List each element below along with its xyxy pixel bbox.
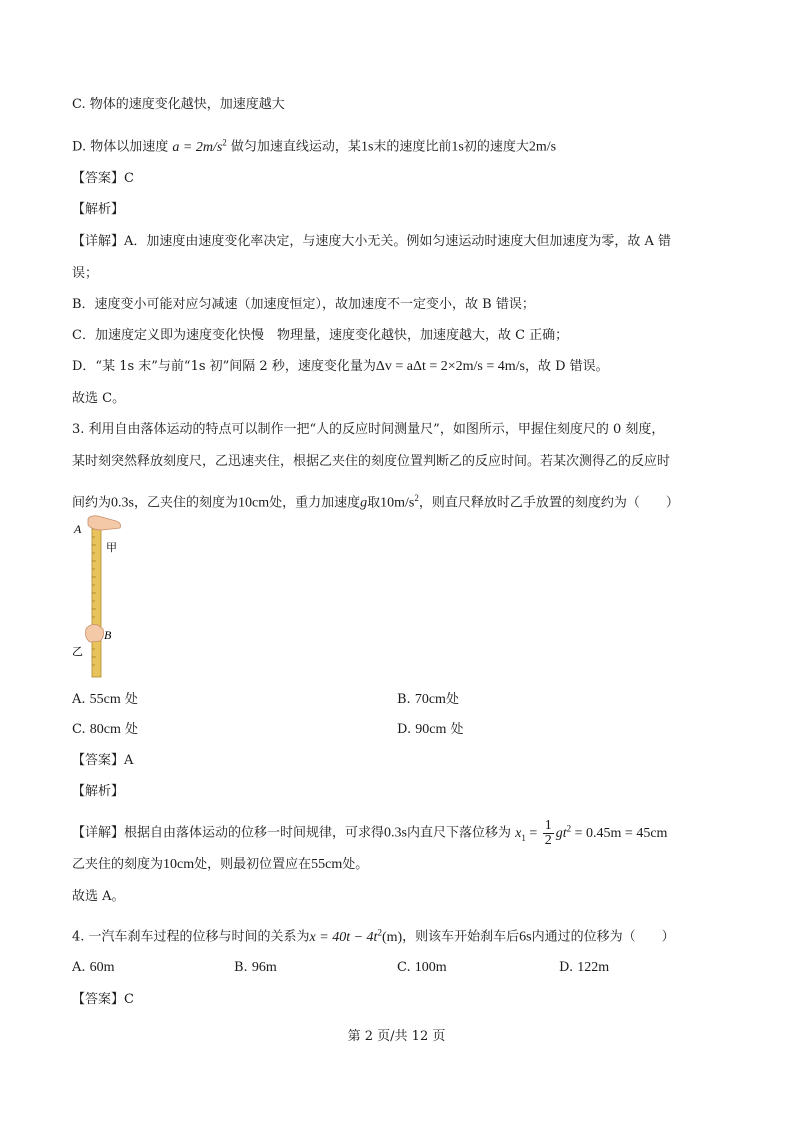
q3-option-d: D. 90cm 处 [397,722,464,737]
q3-analysis-heading: 【解析】 [72,784,125,799]
q4-option-d: D. 122m [559,960,610,975]
q3-choose: 故选 A。 [72,889,125,904]
q3-option-a: A. 55cm 处 [72,692,138,707]
ruler-diagram [72,515,142,680]
q3-detail-line2: 乙夹住的刻度为10cm处，则最初位置应在55cm处。 [72,857,369,872]
q3-answer: 【答案】A [72,753,134,768]
hand-jia [88,516,121,530]
q3-stem-line2: 某时刻突然释放刻度尺，乙迅速夹住，根据乙夹住的刻度位置判断乙的反应时间。若某次测得乙的反应时 [72,454,671,469]
q4-option-c: C. 100m [397,960,447,975]
q2-choose: 故选 C。 [72,391,126,406]
ruler-figure [72,515,142,680]
label-b: B [104,628,112,642]
q2-velocity-change-expr: Δv = aΔt = 2×2m/s = 4m/s [375,359,525,374]
q4-position-expr: $x = 40t - 4t^2(m)$ [309,927,403,945]
page-footer: 第 2 页/共 12 页 [347,1029,446,1044]
q2-detail-c: C．加速度定义即为速度变化快慢 物理量，速度变化越快，加速度越大，故 C 正确； [72,328,569,343]
q3-stem-line3: 间约为0.3s，乙夹住的刻度为10cm处，重力加速度g取$10m/s^2$，则直尺释放时乙手放置的刻度约为（ ） [72,493,679,511]
q2-option-c: C. 物体的速度变化越快，加速度越大 [72,97,285,112]
q4-option-b: B. 96m [234,960,277,975]
label-yi: 乙 [72,645,83,658]
hand-yi [86,625,104,643]
q2-detail-a-line1: 【详解】A．加速度由速度变化率决定，与速度大小无关。例如匀速运动时速度大但加速度为零，故 A 错 [72,234,672,249]
label-a: A [74,522,82,536]
q3-option-c: C. 80cm 处 [72,722,139,737]
q2-detail-b: B．速度变小可能对应匀减速（加速度恒定），故加速度不一定变小，故 B 错误； [72,297,535,312]
q2-answer: 【答案】C [72,171,134,186]
q4-option-a: A. 60m [72,960,115,975]
label-jia: 甲 [106,541,117,554]
q2-option-d: D. 物体以加速度 $a = 2m/s^2$ 做匀加速直线运动，某1s末的速度比前1s初的速度大2m/s [72,137,557,155]
q4-answer: 【答案】C [72,992,134,1007]
q2-detail-d: D．“某 1s 末”与前“1s 初”间隔 2 秒，速度变化量为Δv = aΔt = 2×2m/s = 4m/s，故 D 错误。 [72,359,609,374]
q3-option-b: B. 70cm处 [397,692,459,707]
ruler-body [92,519,101,677]
q2-accel-expr: $a = 2m/s^2$ [172,137,227,155]
q2-analysis-heading: 【解析】 [72,202,125,217]
q4-stem: 4. 一汽车刹车过程的位移与时间的关系为$x = 40t - 4t^2(m)$，则该车开始刹车后6s内通过的位移为（ ） [72,927,675,945]
q2-detail-a-line2: 误； [72,266,99,281]
q3-stem-line1: 3. 利用自由落体运动的特点可以制作一把“人的反应时间测量尺”，如图所示，甲握住刻度尺的 0 刻度， [72,422,665,437]
q3-displacement-formula: $x_1$ = $\frac{1}{2}$ $gt^2 = 0.45m = 45cm$ [515,817,668,848]
q3-detail-line1: 【详解】根据自由落体运动的位移一时间规律，可求得0.3s内直尺下落位移为 $x_1$ = $\frac{1}{2}$ $gt^2 = 0.45m = 45cm$ [72,817,668,848]
